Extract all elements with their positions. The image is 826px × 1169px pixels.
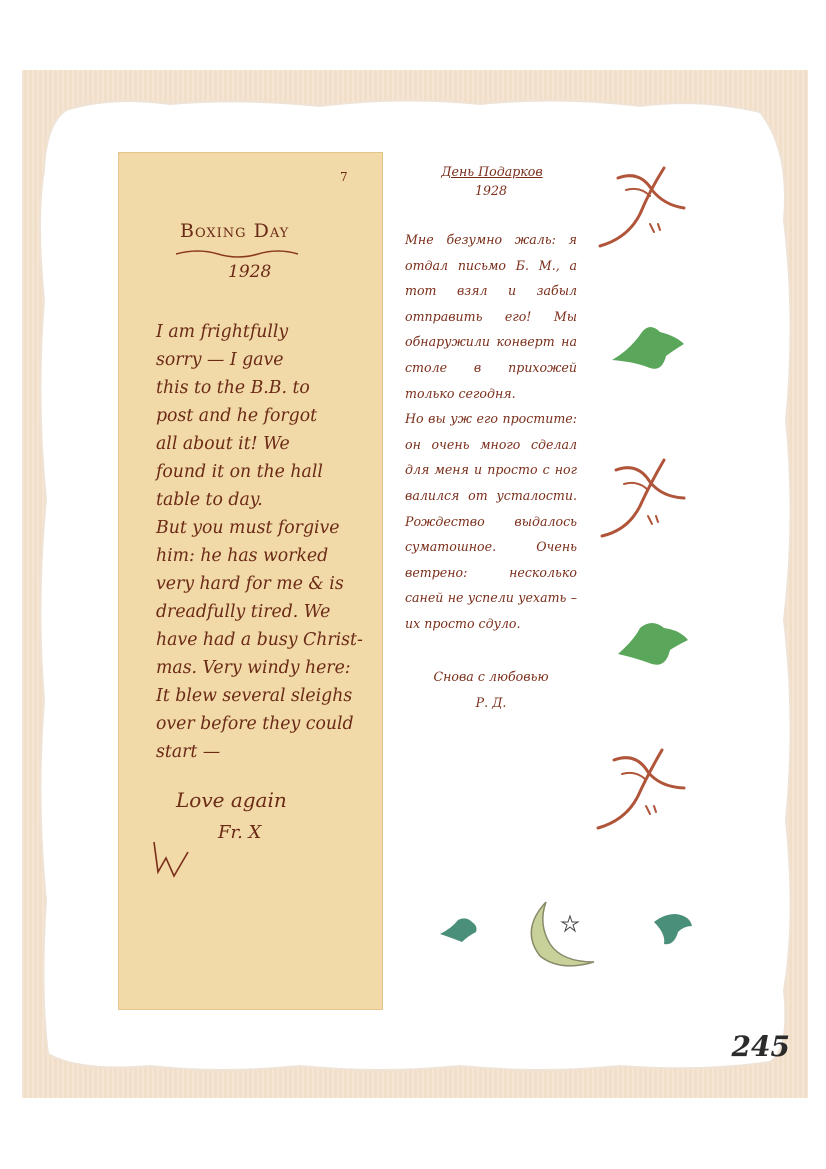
father-christmas-mark-icon <box>600 168 684 246</box>
father-christmas-mark-icon <box>598 750 684 828</box>
letter-sign-off: Love again <box>176 788 287 812</box>
letter-title: Boxing Day <box>180 220 290 242</box>
letter-signature: Fr. X <box>218 822 262 843</box>
translation-title: День Подарков <box>441 164 543 179</box>
letter-corner-mark: 7 <box>340 170 348 184</box>
father-christmas-mark-icon <box>602 460 684 536</box>
letter-year: 1928 <box>228 262 272 282</box>
goblin-figure-icon <box>612 327 684 369</box>
small-goblin-icon <box>440 918 477 942</box>
translation-paragraph: Мне безумно жаль: я отдал письмо Б. М., а тот взял и забыл отправить его! Мы обнаружили конверт на столе в прихожей только сегодня. <box>405 232 577 401</box>
page-number: 245 <box>731 1030 790 1063</box>
goblin-figure-icon <box>618 623 688 665</box>
translation-year: 1928 <box>474 183 508 198</box>
translation-signature: Р. Д. <box>475 694 507 710</box>
letter-body: I am frightfully sorry — I gave this to the B.B. to post and he forgot all about it! We found it on the hall table to day. But you must forgive him: he has worked very hard for me & is dreadfully tired. We have had a busy Christ- mas. Very windy here: It blew several sleighs over before they could start — <box>156 322 363 762</box>
translation-closing-line: Снова с любовью <box>433 668 549 684</box>
crescent-moon-icon <box>531 902 594 966</box>
small-goblin-icon <box>654 914 692 944</box>
translation-paragraph: Но вы уж его простите: он очень много сделал для меня и просто с ног валился от усталости. Рождество выдалось суматошное. Очень ветрено: несколько саней не успели уехать – их просто сдуло. <box>405 411 577 631</box>
